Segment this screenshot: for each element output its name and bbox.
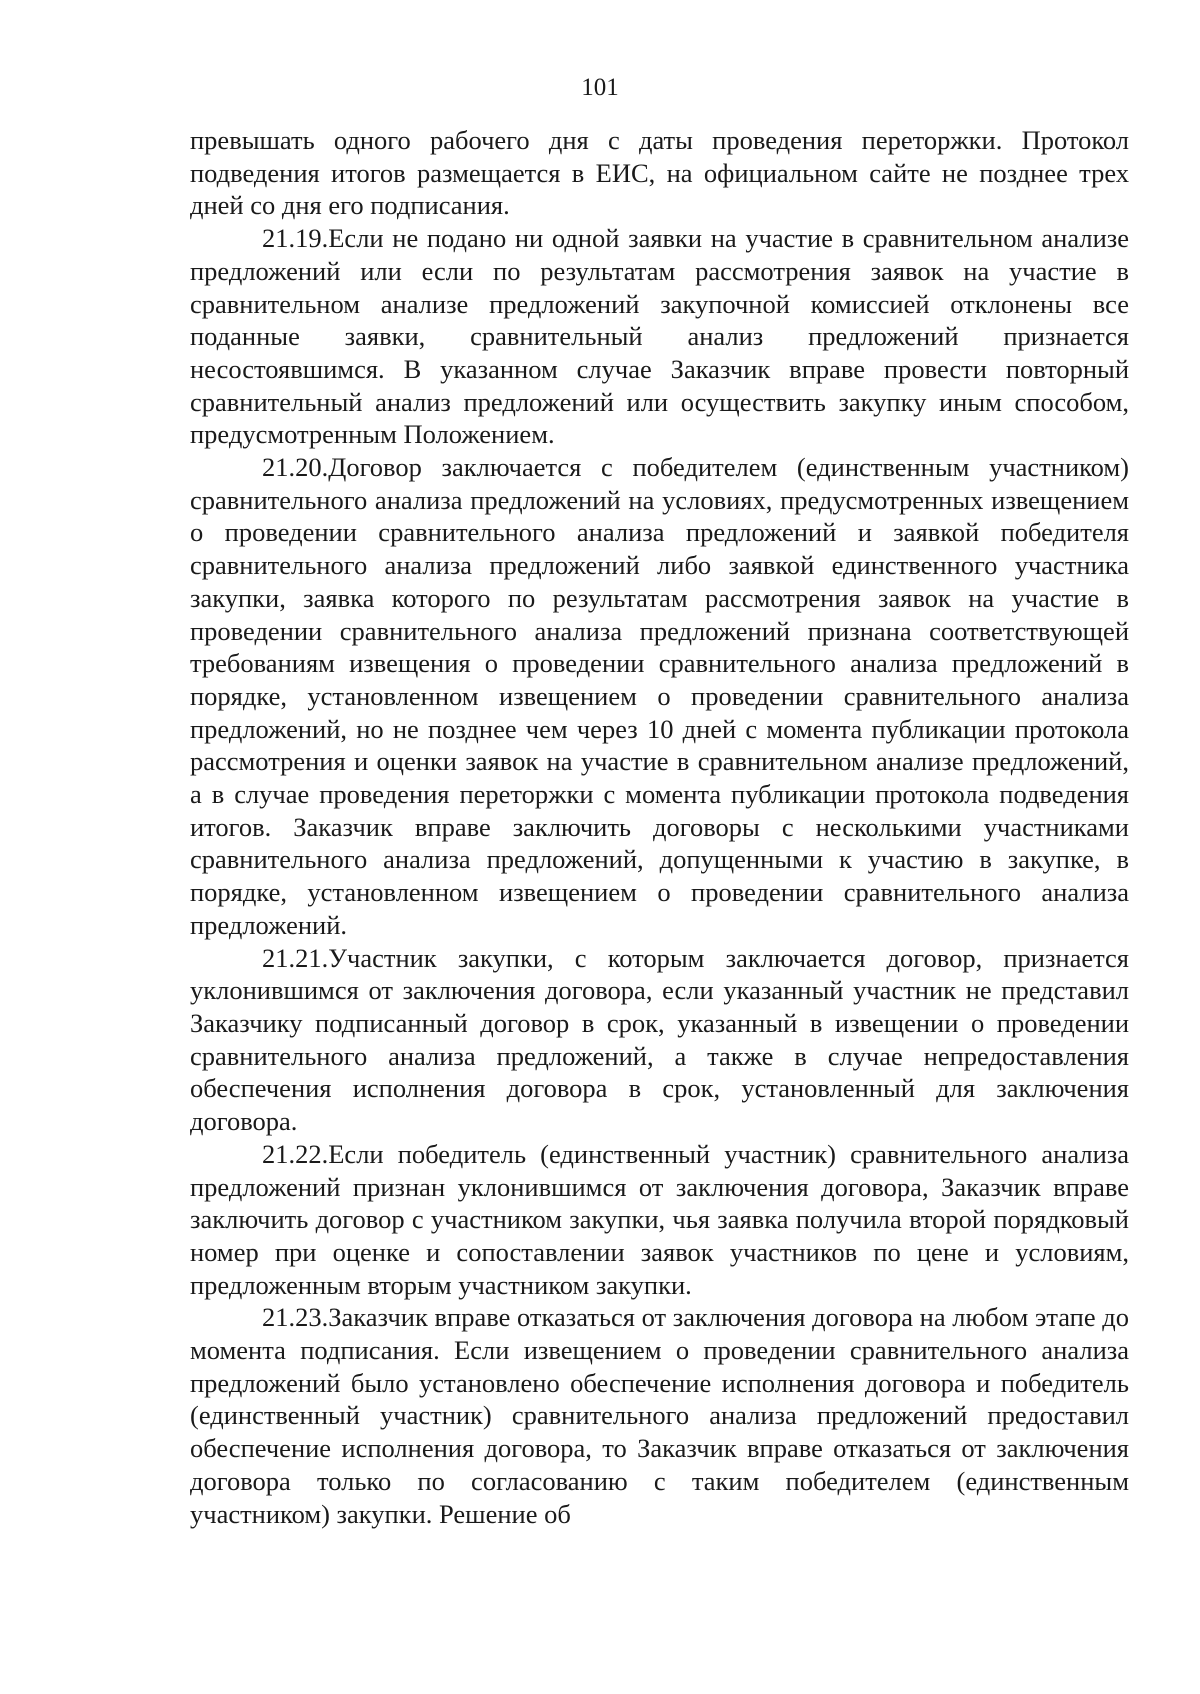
paragraph-21-23: 21.23.Заказчик вправе отказаться от заключения договора на любом этапе до момента подписания. Если извещением о проведении сравнительного анализа предложений было установлено обеспечение исполнения договора и победитель (единственный участник) сравнительного анализа предложений предоставил обеспечение исполнения договора, то Заказчик вправе отказаться от заключения договора только по согласованию с таким победителем (единственным участником) закупки. Решение об [190, 1302, 1129, 1529]
paragraph-continuation: превышать одного рабочего дня с даты проведения переторжки. Протокол подведения итогов размещается в ЕИС, на официальном сайте не позднее трех дней со дня его подписания. [190, 125, 1129, 221]
paragraph-21-20: 21.20.Договор заключается с победителем (единственным участником) сравнительного анализа предложений на условиях, предусмотренных извещением о проведении сравнительного анализа предложений и заявкой победителя сравнительного анализа предложений либо заявкой единственного участника закупки, заявка которого по результатам рассмотрения заявок на участие в проведении сравнительного анализа предложений признана соответствующей требованиям извещения о проведении сравнительного анализа предложений в порядке, установленном извещением о проведении сравнительного анализа предложений, но не позднее чем через 10 дней с момента публикации протокола рассмотрения и оценки заявок на участие в сравнительном анализе предложений, а в случае проведения переторжки с момента публикации протокола подведения итогов. Заказчик вправе заключить договоры с несколькими участниками сравнительного анализа предложений, допущенными к участию в закупке, в порядке, установленном извещением о проведении сравнительного анализа предложений. [190, 452, 1129, 940]
paragraph-21-19: 21.19.Если не подано ни одной заявки на участие в сравнительном анализе предложений или если по результатам рассмотрения заявок на участие в сравнительном анализе предложений закупочной комиссией отклонены все поданные заявки, сравнительный анализ предложений признается несостоявшимся. В указанном случае Заказчик вправе провести повторный сравнительный анализ предложений или осуществить закупку иным способом, предусмотренным Положением. [190, 223, 1129, 450]
document-body [190, 124, 1129, 1530]
paragraph-21-22: 21.22.Если победитель (единственный участник) сравнительного анализа предложений признан уклонившимся от заключения договора, Заказчик вправе заключить договор с участником закупки, чья заявка получила второй порядковый номер при оценке и сопоставлении заявок участников по цене и условиям, предложенным вторым участником закупки. [190, 1138, 1129, 1300]
paragraph-21-21: 21.21.Участник закупки, с которым заключается договор, признается уклонившимся от заключения договора, если указанный участник не представил Заказчику подписанный договор в срок, указанный в извещении о проведении сравнительного анализа предложений, а также в случае непредоставления обеспечения исполнения договора в срок, установленный для заключения договора. [190, 942, 1129, 1137]
page-number: 101 [581, 74, 619, 101]
